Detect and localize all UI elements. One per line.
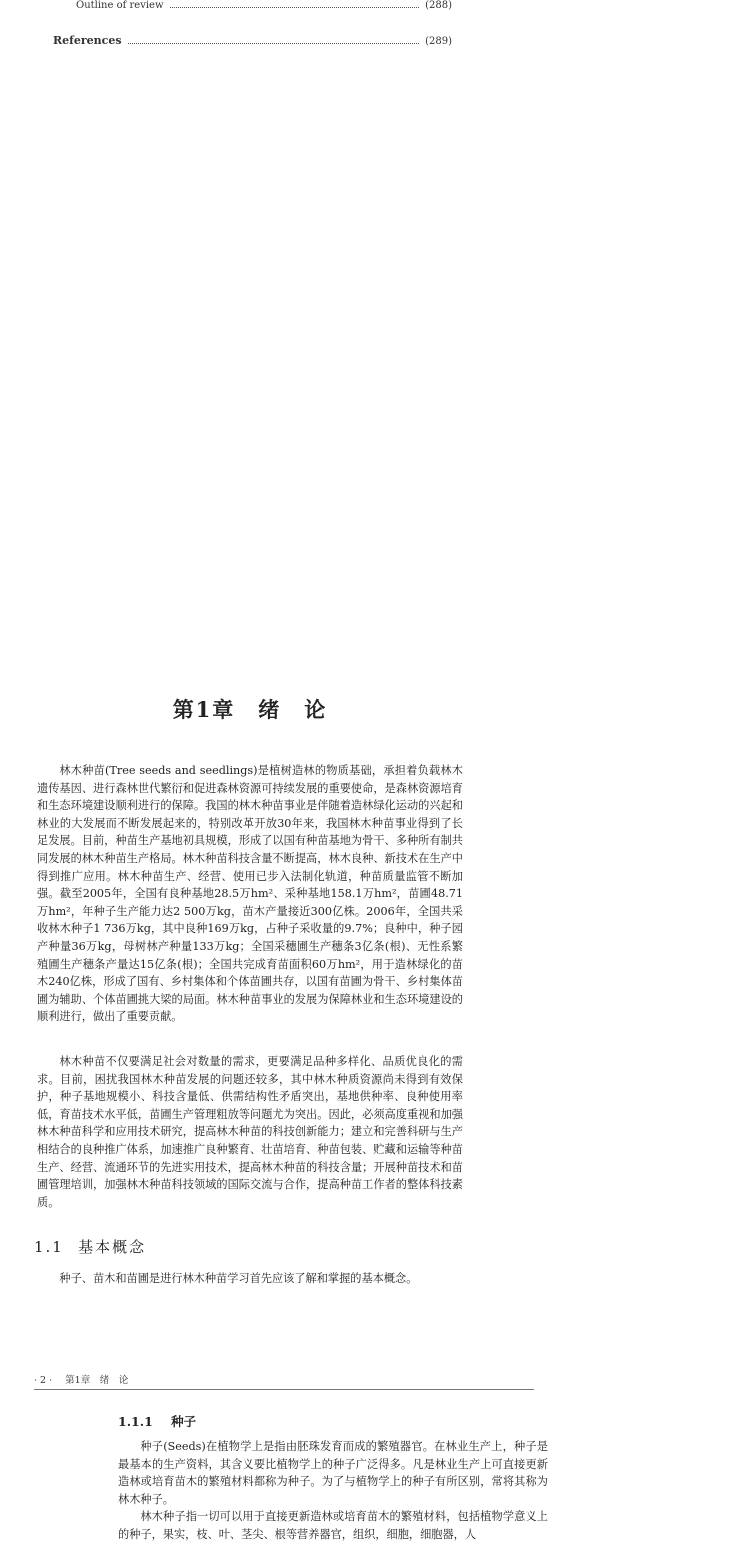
toc-page-number: (289) <box>425 36 452 47</box>
toc-label: Outline of review <box>76 0 164 11</box>
toc-label: References <box>53 34 122 47</box>
body-paragraph: 种子、苗木和苗圃是进行林木种苗学习首先应该了解和掌握的基本概念。 <box>59 1272 418 1285</box>
subsection-number: 1.1.1 <box>118 1414 153 1429</box>
body-paragraph: 林木种苗(Tree seeds and seedlings)是植树造林的物质基础，承担着负载林木遗传基因、进行森林世代繁衍和促进森林资源可持续发展的重要使命，是森林资源培育和生态环境建设顺利进行的保障。我国的林木种苗事业是伴随着造林绿化运动的兴起和林业的大发展而不断发展起来的，特别改革开放30年来，我国林木种苗事业得到了长足发展。目前，种苗生产基地初具规模，形成了以国有种苗基地为骨干、多种所有制共同发展的林木种苗生产格局。林木种苗科技含量不断提高，林木良种、新技术在生产中得到推广应用。林木种苗生产、经营、使用已步入法制化轨道，种苗质量监管不断加强。截至2005年，全国有良种基地28.5万hm²、采种基地158.1万hm²，苗圃48.71万hm²，年种子生产能力达2 500万kg，苗木产量接近300亿株。2006年，全国共采收林木种子1 736万kg，其中良种169万kg，占种子采收量的9.7%；良种中，种子园产种量36万kg，母树林产种量133万kg；全国采穗圃生产穗条3亿条(根)、无性系繁殖圃生产穗条产量达15亿条(根)；全国共完成育苗面积60万hm²，用于造林绿化的苗木240亿株，形成了国有、乡村集体和个体苗圃共存，以国有苗圃为骨干、乡村集体苗圃为辅助、个体苗圃挑大梁的局面。林木种苗事业的发展为保障林业和生态环境建设的顺利进行，做出了重要贡献。 <box>37 764 463 1024</box>
toc-entry-outline <box>76 0 452 11</box>
toc-page-number: (288) <box>425 0 452 11</box>
toc-leader-dots <box>128 43 420 44</box>
body-paragraph: 林木种子指一切可以用于直接更新造林或培育苗木的繁殖材料，包括植物学意义上的种子，果实，枝、叶、茎尖、根等营养器官，组织，细胞，细胞器，人 <box>118 1510 548 1541</box>
section-number: 1.1 <box>34 1238 64 1256</box>
running-chapter-title: 第1章 绪 论 <box>65 1375 129 1386</box>
section-heading <box>34 1236 146 1257</box>
section-title: 基本概念 <box>78 1238 147 1256</box>
running-header <box>34 1372 534 1390</box>
body-paragraph: 种子(Seeds)在植物学上是指由胚珠发育而成的繁殖器官。在林业生产上，种子是最基本的生产资料，其含义要比植物学上的种子广泛得多。凡是林业生产上可直接更新造林或培育苗木的繁殖材料都称为种子。为了与植物学上的种子有所区别，常将其称为林木种子。 <box>118 1440 548 1506</box>
page-number: · 2 · <box>34 1375 53 1386</box>
toc-leader-dots <box>170 7 420 8</box>
chapter-title: 第1章 绪 论 <box>172 697 328 722</box>
body-paragraph: 林木种苗不仅要满足社会对数量的需求，更要满足品种多样化、品质优良化的需求。目前，困扰我国林木种苗发展的问题还较多，其中林木种质资源尚未得到有效保护，种子基地规模小、科技含量低、供需结构性矛盾突出，基地供种率、良种使用率低，育苗技术水平低，苗圃生产管理粗放等问题尤为突出。因此，必须高度重视和加强林木种苗科学和应用技术研究，提高林木种苗的科技创新能力；建立和完善科研与生产相结合的良种推广体系，加速推广良种繁育、壮苗培育、种苗包装、贮藏和运输等种苗生产、经营、流通环节的先进实用技术，提高林木种苗的科技含量；开展种苗技术和苗圃管理培训，加强林木种苗科技领域的国际交流与合作，提高种苗工作者的整体科技素质。 <box>37 1055 463 1209</box>
subsection-heading <box>118 1412 196 1430</box>
subsection-title: 种子 <box>171 1414 197 1429</box>
toc-entry-references <box>53 34 452 47</box>
